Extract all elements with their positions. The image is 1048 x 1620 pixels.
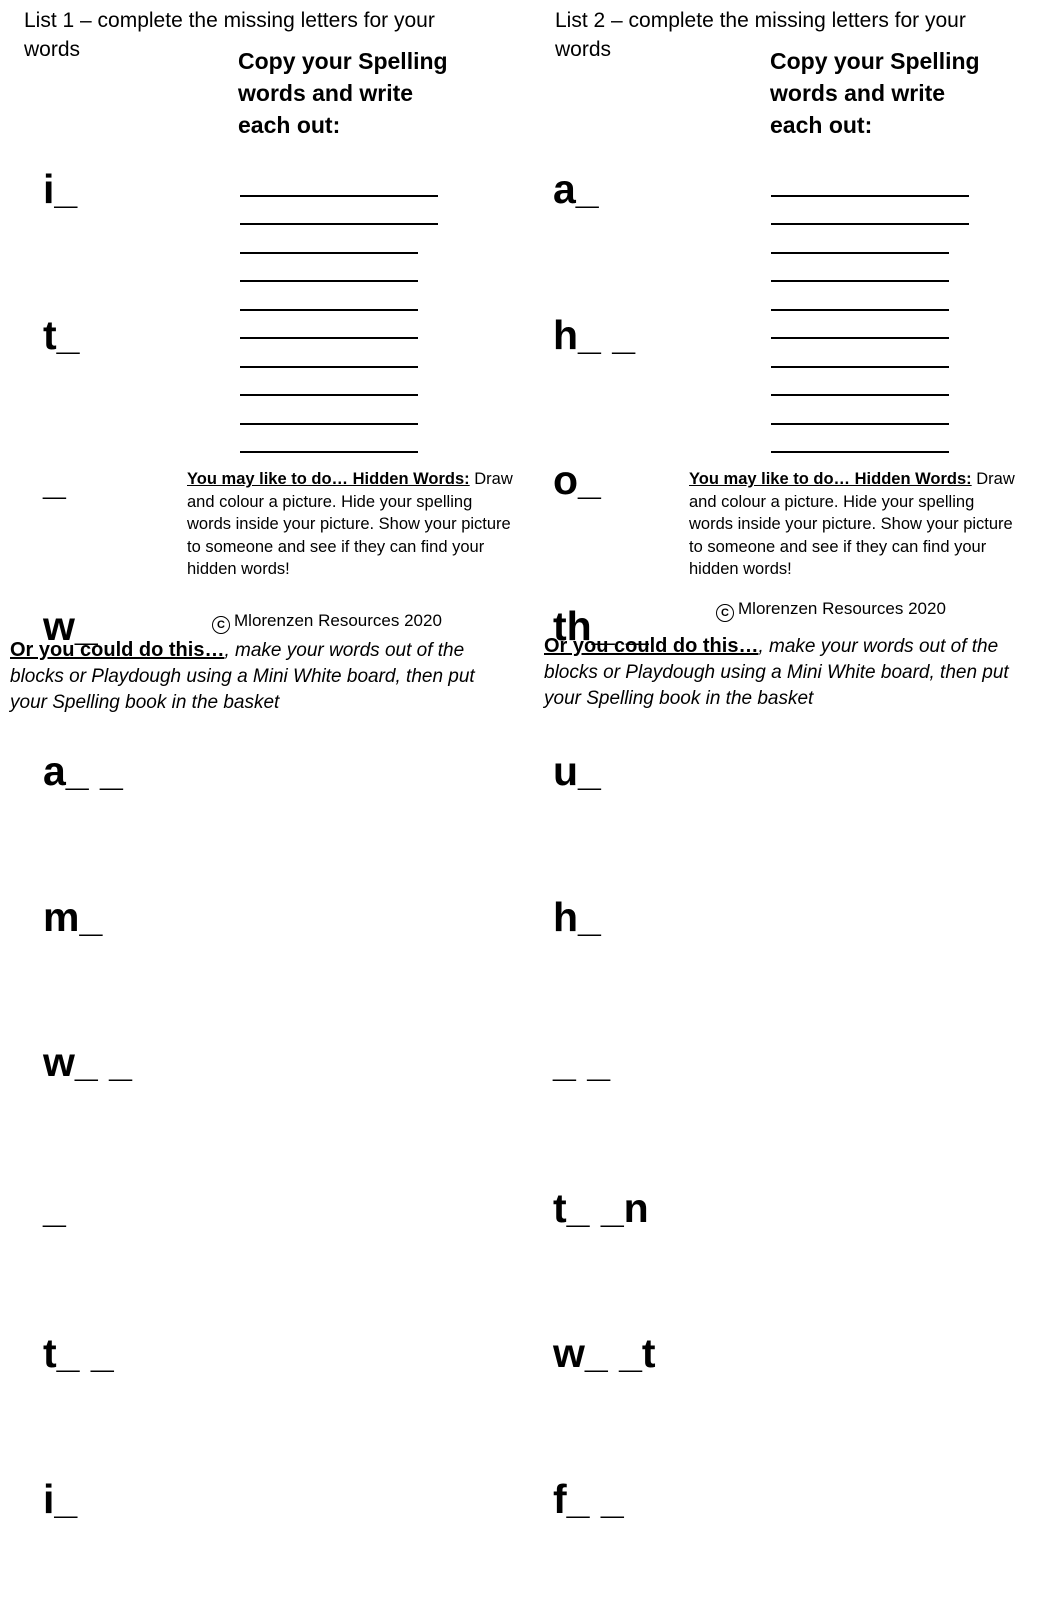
list-1-panel: [0, 0, 520, 1522]
gap-word: w_ _: [43, 1039, 132, 1085]
list-2-copyright: [716, 598, 946, 622]
writing-line[interactable]: [240, 396, 418, 425]
gap-word: t_ _n: [553, 1184, 649, 1231]
bottom-title: Or you could do this…: [10, 639, 225, 661]
gap-word: i_: [43, 166, 78, 212]
gap-word: w_: [43, 602, 98, 649]
gap-word: i_: [43, 1475, 78, 1522]
writing-line[interactable]: [771, 425, 949, 454]
writing-line[interactable]: [240, 425, 418, 454]
writing-line[interactable]: [240, 282, 418, 311]
gap-word: f_ _: [553, 1475, 624, 1522]
gap-word: _: [43, 457, 66, 503]
list-1-copy-heading: Copy your Spelling words and write each out:: [238, 48, 448, 138]
list-1-bottom-text: [10, 637, 510, 716]
gap-word: t_ _: [43, 1330, 114, 1376]
gap-word: o_: [553, 457, 601, 503]
list-2-copy-heading: Copy your Spelling words and write each out:: [770, 48, 980, 138]
hidden-words-text: Draw and colour a picture. Hide your spelling words inside your picture. Show your picture to someone and see if they can find your hidden words!: [689, 470, 1015, 578]
hidden-words-text: Draw and colour a picture. Hide your spelling words inside your picture. Show your picture to someone and see if they can find your hidden words!: [187, 470, 513, 578]
writing-line[interactable]: [771, 168, 969, 197]
gap-word: u_: [553, 748, 601, 794]
hidden-words-title: You may like to do… Hidden Words:: [187, 470, 470, 488]
copyright-icon: C: [212, 616, 230, 634]
writing-line[interactable]: [771, 311, 949, 340]
writing-line[interactable]: [771, 339, 949, 368]
list-1-copyright: [212, 610, 442, 634]
gap-word: h_ _: [553, 311, 636, 358]
bottom-body: , make your words out of the blocks or Playdough using a Mini White board, then put your Spelling book in the basket: [544, 636, 1009, 709]
writing-line[interactable]: [771, 396, 949, 425]
list-2-bottom-text: [544, 633, 1044, 712]
writing-line[interactable]: [240, 197, 438, 226]
gap-word: _ _: [553, 1039, 610, 1085]
gap-word: m_: [43, 893, 103, 940]
copyright-icon: C: [716, 604, 734, 622]
gap-word: h_: [553, 893, 601, 940]
gap-word: _: [43, 1184, 66, 1231]
writing-line[interactable]: [771, 225, 949, 254]
gap-word: th_ _: [553, 602, 649, 649]
copyright-text: Mlorenzen Resources 2020: [738, 599, 946, 618]
gap-word: a_ _: [43, 748, 123, 794]
gap-word: t_: [43, 311, 80, 358]
list-1-hidden-words: [187, 468, 517, 581]
writing-line[interactable]: [240, 311, 418, 340]
writing-line[interactable]: [771, 282, 949, 311]
hidden-words-title: You may like to do… Hidden Words:: [689, 470, 972, 488]
writing-line[interactable]: [240, 339, 418, 368]
writing-line[interactable]: [771, 368, 949, 397]
gap-word: a_: [553, 166, 599, 212]
list-1-writing-lines: [240, 168, 438, 453]
bottom-title: Or you could do this…: [544, 635, 759, 657]
writing-line[interactable]: [240, 254, 418, 283]
list-2-gap-words: [553, 68, 656, 1620]
list-1-title: List 1 – complete the missing letters for your words: [24, 9, 435, 61]
writing-line[interactable]: [771, 254, 949, 283]
writing-line[interactable]: [240, 168, 438, 197]
list-2-title: List 2 – complete the missing letters for your words: [555, 9, 966, 61]
list-1-gap-words: [43, 68, 132, 1620]
writing-line[interactable]: [771, 197, 969, 226]
list-2-hidden-words: [689, 468, 1019, 581]
copyright-text: Mlorenzen Resources 2020: [234, 611, 442, 630]
writing-line[interactable]: [240, 368, 418, 397]
bottom-body: , make your words out of the blocks or Playdough using a Mini White board, then put your Spelling book in the basket: [10, 640, 475, 713]
list-2-writing-lines: [771, 168, 969, 453]
writing-line[interactable]: [240, 225, 418, 254]
gap-word: w_ _t: [553, 1330, 656, 1376]
list-2-panel: [528, 0, 1048, 1522]
